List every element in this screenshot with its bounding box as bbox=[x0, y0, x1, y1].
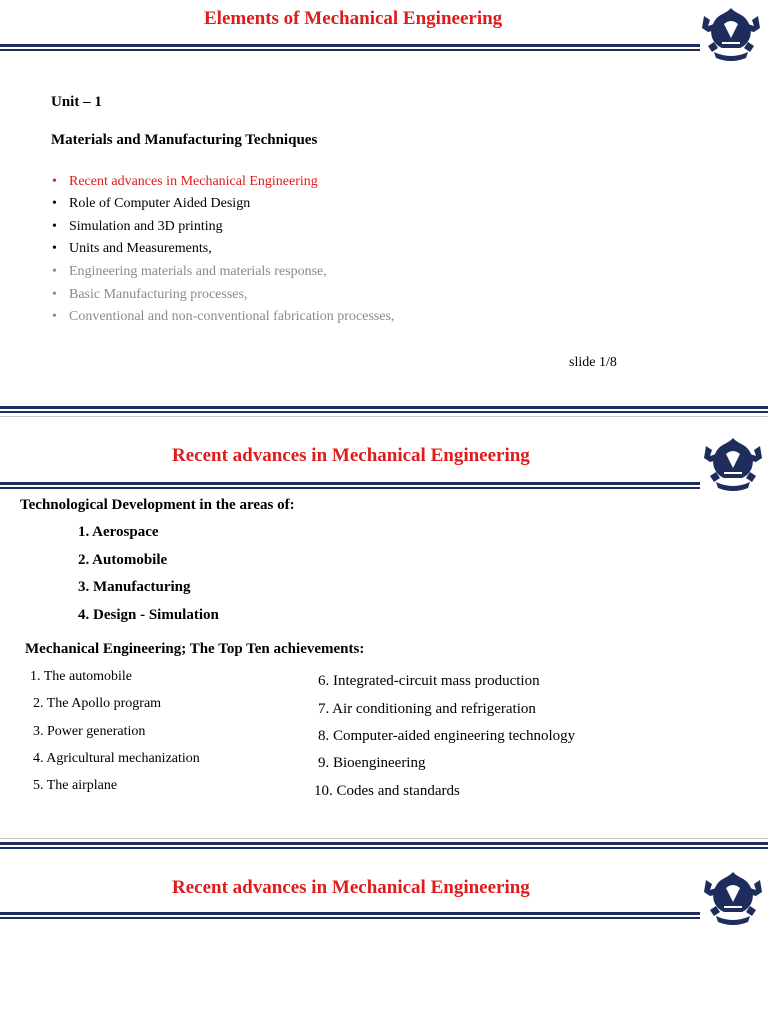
list-item: • Role of Computer Aided Design bbox=[52, 196, 251, 211]
slide-1-subtitle: Materials and Manufacturing Techniques bbox=[51, 132, 318, 148]
achievement-item: 3. Power generation bbox=[33, 724, 146, 739]
university-crest-icon bbox=[700, 2, 762, 64]
slide-number: slide 1/8 bbox=[569, 355, 617, 370]
footer-bar-thin bbox=[0, 411, 768, 413]
unit-label: Unit – 1 bbox=[51, 94, 102, 110]
achievement-item: 9. Bioengineering bbox=[318, 755, 426, 771]
slide-3 bbox=[0, 840, 768, 1024]
top-bar-thin bbox=[0, 847, 768, 849]
list-item: • Units and Measurements, bbox=[52, 241, 212, 256]
area-item: 1. Aerospace bbox=[78, 524, 159, 540]
achievement-item: 1. The automobile bbox=[30, 669, 132, 684]
list-item: • Recent advances in Mechanical Engineering bbox=[52, 174, 318, 189]
list-item: • Engineering materials and materials response, bbox=[52, 264, 327, 279]
slide-separator bbox=[0, 838, 768, 839]
achievement-item: 8. Computer-aided engineering technology bbox=[318, 728, 576, 744]
achievement-item: 7. Air conditioning and refrigeration bbox=[318, 701, 536, 717]
list-item: • Basic Manufacturing processes, bbox=[52, 287, 248, 302]
slide-separator bbox=[0, 416, 768, 417]
area-item: 4. Design - Simulation bbox=[78, 607, 219, 623]
footer-bar bbox=[0, 406, 768, 409]
top-ten-heading: Mechanical Engineering; The Top Ten achievements: bbox=[25, 641, 365, 657]
list-item: • Simulation and 3D printing bbox=[52, 219, 223, 234]
list-item: • Conventional and non-conventional fabrication processes, bbox=[52, 309, 395, 324]
achievement-item: 5. The airplane bbox=[33, 778, 118, 793]
achievement-item: 4. Agricultural mechanization bbox=[33, 751, 200, 766]
slide-2 bbox=[0, 418, 768, 836]
achievement-item: 2. The Apollo program bbox=[33, 696, 162, 711]
top-bar bbox=[0, 842, 768, 845]
achievement-item: 6. Integrated-circuit mass production bbox=[318, 673, 540, 689]
achievement-item: 10. Codes and standards bbox=[314, 783, 460, 799]
university-crest-icon bbox=[702, 866, 764, 928]
slide-1 bbox=[0, 0, 768, 400]
intro-text: Technological Development in the areas of: bbox=[20, 497, 295, 513]
university-crest-icon bbox=[702, 432, 764, 494]
area-item: 2. Automobile bbox=[78, 552, 168, 568]
slide-1-title: Elements of Mechanical Engineering bbox=[204, 8, 503, 29]
slide-2-title: Recent advances in Mechanical Engineering bbox=[172, 445, 530, 466]
area-item: 3. Manufacturing bbox=[78, 579, 191, 595]
slide-3-title: Recent advances in Mechanical Engineering bbox=[172, 877, 530, 898]
